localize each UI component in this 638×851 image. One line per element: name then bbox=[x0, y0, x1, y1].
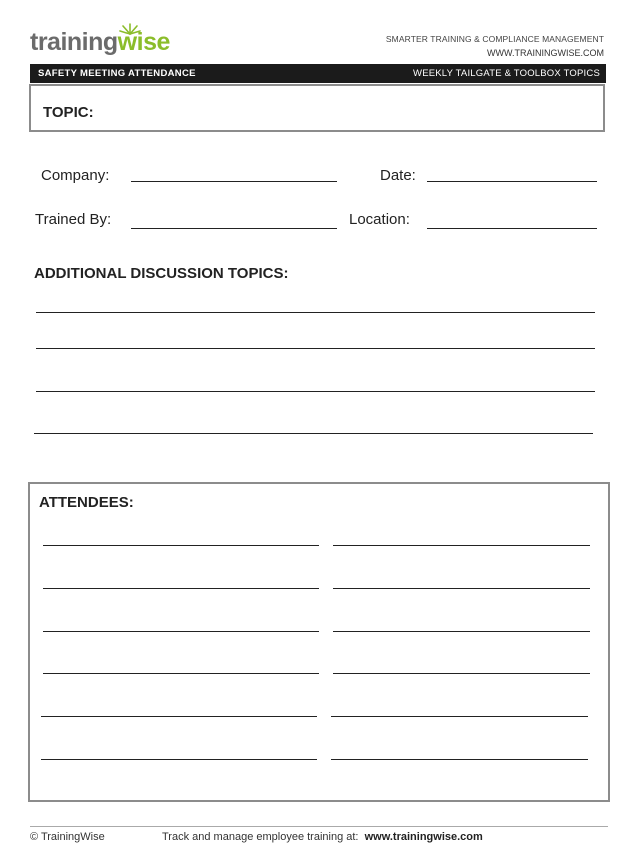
website-link[interactable]: WWW.TRAININGWISE.COM bbox=[487, 48, 604, 58]
footer-track-text: Track and manage employee training at: bbox=[162, 831, 359, 843]
attendee-line[interactable] bbox=[43, 545, 319, 546]
discussion-line[interactable] bbox=[36, 312, 595, 313]
company-field[interactable] bbox=[131, 181, 337, 182]
topic-box[interactable] bbox=[29, 84, 605, 132]
banner-title: SAFETY MEETING ATTENDANCE bbox=[38, 68, 196, 79]
logo-text bbox=[30, 28, 170, 57]
banner-subtitle: WEEKLY TAILGATE & TOOLBOX TOPICS bbox=[413, 68, 600, 79]
attendee-line[interactable] bbox=[43, 588, 319, 589]
location-field[interactable] bbox=[427, 228, 597, 229]
discussion-line[interactable] bbox=[36, 391, 595, 392]
header-banner bbox=[30, 64, 606, 83]
attendees-label: ATTENDEES: bbox=[39, 494, 134, 511]
discussion-line[interactable] bbox=[36, 348, 595, 349]
attendee-line[interactable] bbox=[333, 631, 590, 632]
footer-url-link[interactable]: www.trainingwise.com bbox=[364, 831, 483, 843]
date-label: Date: bbox=[380, 167, 416, 184]
attendee-line[interactable] bbox=[331, 716, 588, 717]
discussion-heading: ADDITIONAL DISCUSSION TOPICS: bbox=[34, 265, 289, 282]
attendee-line[interactable] bbox=[41, 716, 317, 717]
footer-track bbox=[162, 831, 483, 843]
brand-logo bbox=[30, 22, 190, 62]
attendee-line[interactable] bbox=[41, 759, 317, 760]
company-label: Company: bbox=[41, 167, 110, 184]
trained-by-field[interactable] bbox=[131, 228, 337, 229]
logo-text-wise: wise bbox=[117, 28, 170, 56]
topic-label: TOPIC: bbox=[43, 104, 94, 121]
attendee-line[interactable] bbox=[331, 759, 588, 760]
discussion-line[interactable] bbox=[34, 433, 593, 434]
tagline: SMARTER TRAINING & COMPLIANCE MANAGEMENT bbox=[385, 34, 604, 44]
attendee-line[interactable] bbox=[333, 673, 590, 674]
attendees-box bbox=[28, 482, 610, 802]
attendee-line[interactable] bbox=[333, 588, 590, 589]
date-field[interactable] bbox=[427, 181, 597, 182]
attendee-line[interactable] bbox=[43, 631, 319, 632]
attendee-line[interactable] bbox=[333, 545, 590, 546]
trained-by-label: Trained By: bbox=[35, 211, 112, 228]
footer-divider bbox=[30, 826, 608, 827]
attendee-line[interactable] bbox=[43, 673, 319, 674]
footer-copyright: © TrainingWise bbox=[30, 831, 105, 843]
location-label: Location: bbox=[349, 211, 410, 228]
logo-text-training: training bbox=[30, 28, 118, 56]
